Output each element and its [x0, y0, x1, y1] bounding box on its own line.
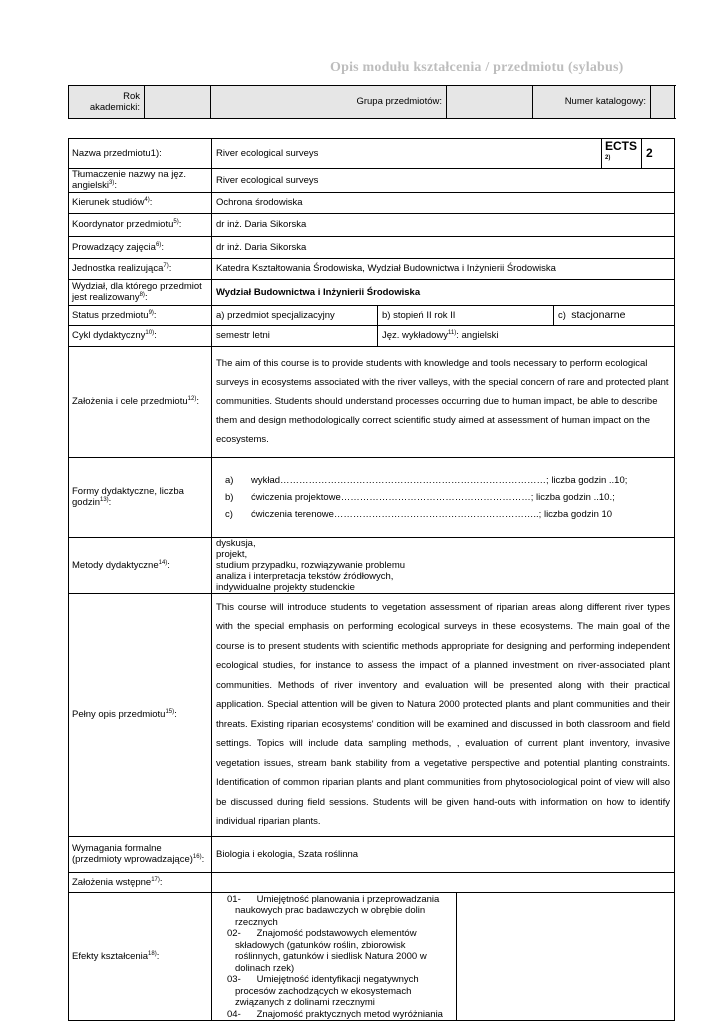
effects-list — [212, 892, 457, 1021]
effects-line: dolinach rzek) — [235, 962, 295, 974]
course-name-value: River ecological surveys — [212, 139, 602, 169]
aims-label: Założenia i cele przedmiotu$^{12)}$: — [69, 346, 212, 457]
language-value: Jęz. wykładowy$^{11)}$: angielski — [378, 325, 675, 346]
forms-item: b) ćwiczenia projektowe……………………………………………………; liczba godzin ..10.; — [225, 491, 615, 503]
ects-label: ECTS $^{2)}$ — [602, 139, 642, 169]
field-label: Kierunek studiów$^{4)}$: — [69, 192, 212, 213]
methods-list — [212, 537, 675, 593]
effects-item: 03- Umiejętność identyfikacji negatywnych — [227, 974, 419, 986]
effects-line: związanych z dolinami rzecznymi — [235, 997, 375, 1009]
effects-line: roślinnych, gatunków i siedlisk Natura 2000 w — [235, 951, 427, 963]
faculty-label: Wydział, dla którego przedmiot jest realizowany$^{8)}$: — [69, 279, 212, 305]
status-a: a) przedmiot specjalizacyjny — [212, 305, 378, 325]
english-name-value: River ecological surveys — [212, 168, 675, 192]
description-label: Pełny opis przedmiotu$^{15)}$: — [69, 593, 212, 836]
requirements-label: Wymagania formalne (przedmioty wprowadzające)$^{16)}$: — [69, 836, 212, 872]
effects-item: 02- Znajomość podstawowych elementów — [227, 928, 417, 940]
page-title: Opis modułu kształcenia / przedmiotu (sylabus) — [330, 60, 624, 75]
methods-item: projekt, — [216, 548, 248, 560]
forms-item: a) wykład…………………………………………………………………………; liczba godzin ..10; — [225, 474, 628, 486]
effects-line: składowych (gatunków roślin, zbiorowisk — [235, 939, 406, 951]
header-table — [68, 85, 675, 119]
description-text: This course will introduce students to vegetation assessment of riparian areas along different river types with the special emphasis on performing ecological surveys in these ecosystems. The main goal of the course is to present students with scientific methods appropriate for designing and performing independent ecological studies, for instance to assess the impact of a planned investment on river-associated plant communities. Methods of river inventory and evaluation will be presented along with their practical application. Special attention will be given to Natura 2000 protected plants and plant communities and their threats. Existing riparian ecosystems' condition will be examined and discussed in both classroom and field settings. Topics will include data sampling methods, , evaluation of current plant inventory, invasive vegetation issues, stream bank stability from a vegetative perspective and potential planting constraints. Identification of common riparian plants and plant communities from phytosociological point of view will also be discussed during field sessions. Students will be given hand-outs with information on how to identify individual riparian plants. — [212, 593, 675, 836]
forms-list — [212, 457, 675, 537]
catalog-number-label: Numer katalogowy: — [533, 86, 651, 119]
forms-item: c) ćwiczenia terenowe………………………………………………………..; liczba godzin 10 — [225, 508, 613, 520]
status-b: b) stopień II rok II — [378, 305, 554, 325]
methods-label: Metody dydaktyczne$^{14)}$: — [69, 537, 212, 593]
methods-item: analiza i interpretacja tekstów źródłowych, — [216, 570, 394, 582]
lecturer-label: Prowadzący zajęcia$^{6)}$: — [69, 236, 212, 258]
prerequisites-value — [212, 872, 675, 892]
status-label: Status przedmiotu$^{9)}$: — [69, 305, 212, 325]
methods-item: indywidualne projekty studenckie — [216, 581, 355, 593]
effects-item: 04- Znajomość praktycznych metod wyróżniania — [227, 1008, 443, 1020]
requirements-value: Biologia i ekologia, Szata roślinna — [212, 836, 675, 872]
forms-label: Formy dydaktyczne, liczba godzin$^{13)}$: — [69, 457, 212, 537]
faculty-value: Wydział Budownictwa i Inżynierii Środowiska — [212, 279, 675, 305]
cycle-label: Cykl dydaktyczny$^{10)}$: — [69, 325, 212, 346]
lecturer-value: dr inż. Daria Sikorska — [212, 236, 675, 258]
status-c: c) stacjonarne — [554, 305, 675, 325]
methods-item: studium przypadku, rozwiązywanie problemu — [216, 559, 406, 571]
aims-text: The aim of this course is to provide students with knowledge and tools necessary to perform ecological surveys in ecosystems associated with the river valleys, with the special concern of rare and protected plant communities. Students should understand processes occurring due to human impact, be able to describe them and design methodologically correct scientific study aimed at assessment of human impact on the ecosystems. — [212, 346, 675, 457]
methods-item: dyskusja, — [216, 537, 256, 549]
unit-label: Jednostka realizująca$^{7)}$: — [69, 258, 212, 279]
effects-line: procesów zachodzących w ekosystemach — [235, 985, 412, 997]
coordinator-value: dr inż. Daria Sikorska — [212, 213, 675, 236]
catalog-number-value — [651, 86, 675, 119]
course-name-label: Nazwa przedmiotu1): — [69, 139, 212, 169]
prerequisites-label: Założenia wstępne$^{17)}$: — [69, 872, 212, 892]
field-value: Ochrona środowiska — [212, 192, 675, 213]
academic-year-label: Rok akademicki: — [69, 86, 145, 119]
effects-line: naukowych prac badawczych w obrębie dolin — [235, 905, 426, 917]
effects-right-cell — [457, 892, 675, 1021]
effects-label: Efekty kształcenia$^{18)}$: — [69, 892, 212, 1021]
subject-group-value — [447, 86, 533, 119]
coordinator-label: Koordynator przedmiotu$^{5)}$: — [69, 213, 212, 236]
syllabus-table — [68, 138, 675, 1021]
subject-group-label: Grupa przedmiotów: — [211, 86, 447, 119]
unit-value: Katedra Kształtowania Środowiska, Wydział Budownictwa i Inżynierii Środowiska — [212, 258, 675, 279]
academic-year-value — [145, 86, 211, 119]
effects-line: rzecznych — [235, 916, 278, 928]
effects-item: 01- Umiejętność planowania i przeprowadzania — [227, 893, 440, 905]
ects-value: 2 — [642, 139, 675, 169]
english-name-label: Tłumaczenie nazwy na jęz. angielski$^{3)}$: — [69, 168, 212, 192]
cycle-value: semestr letni — [212, 325, 378, 346]
